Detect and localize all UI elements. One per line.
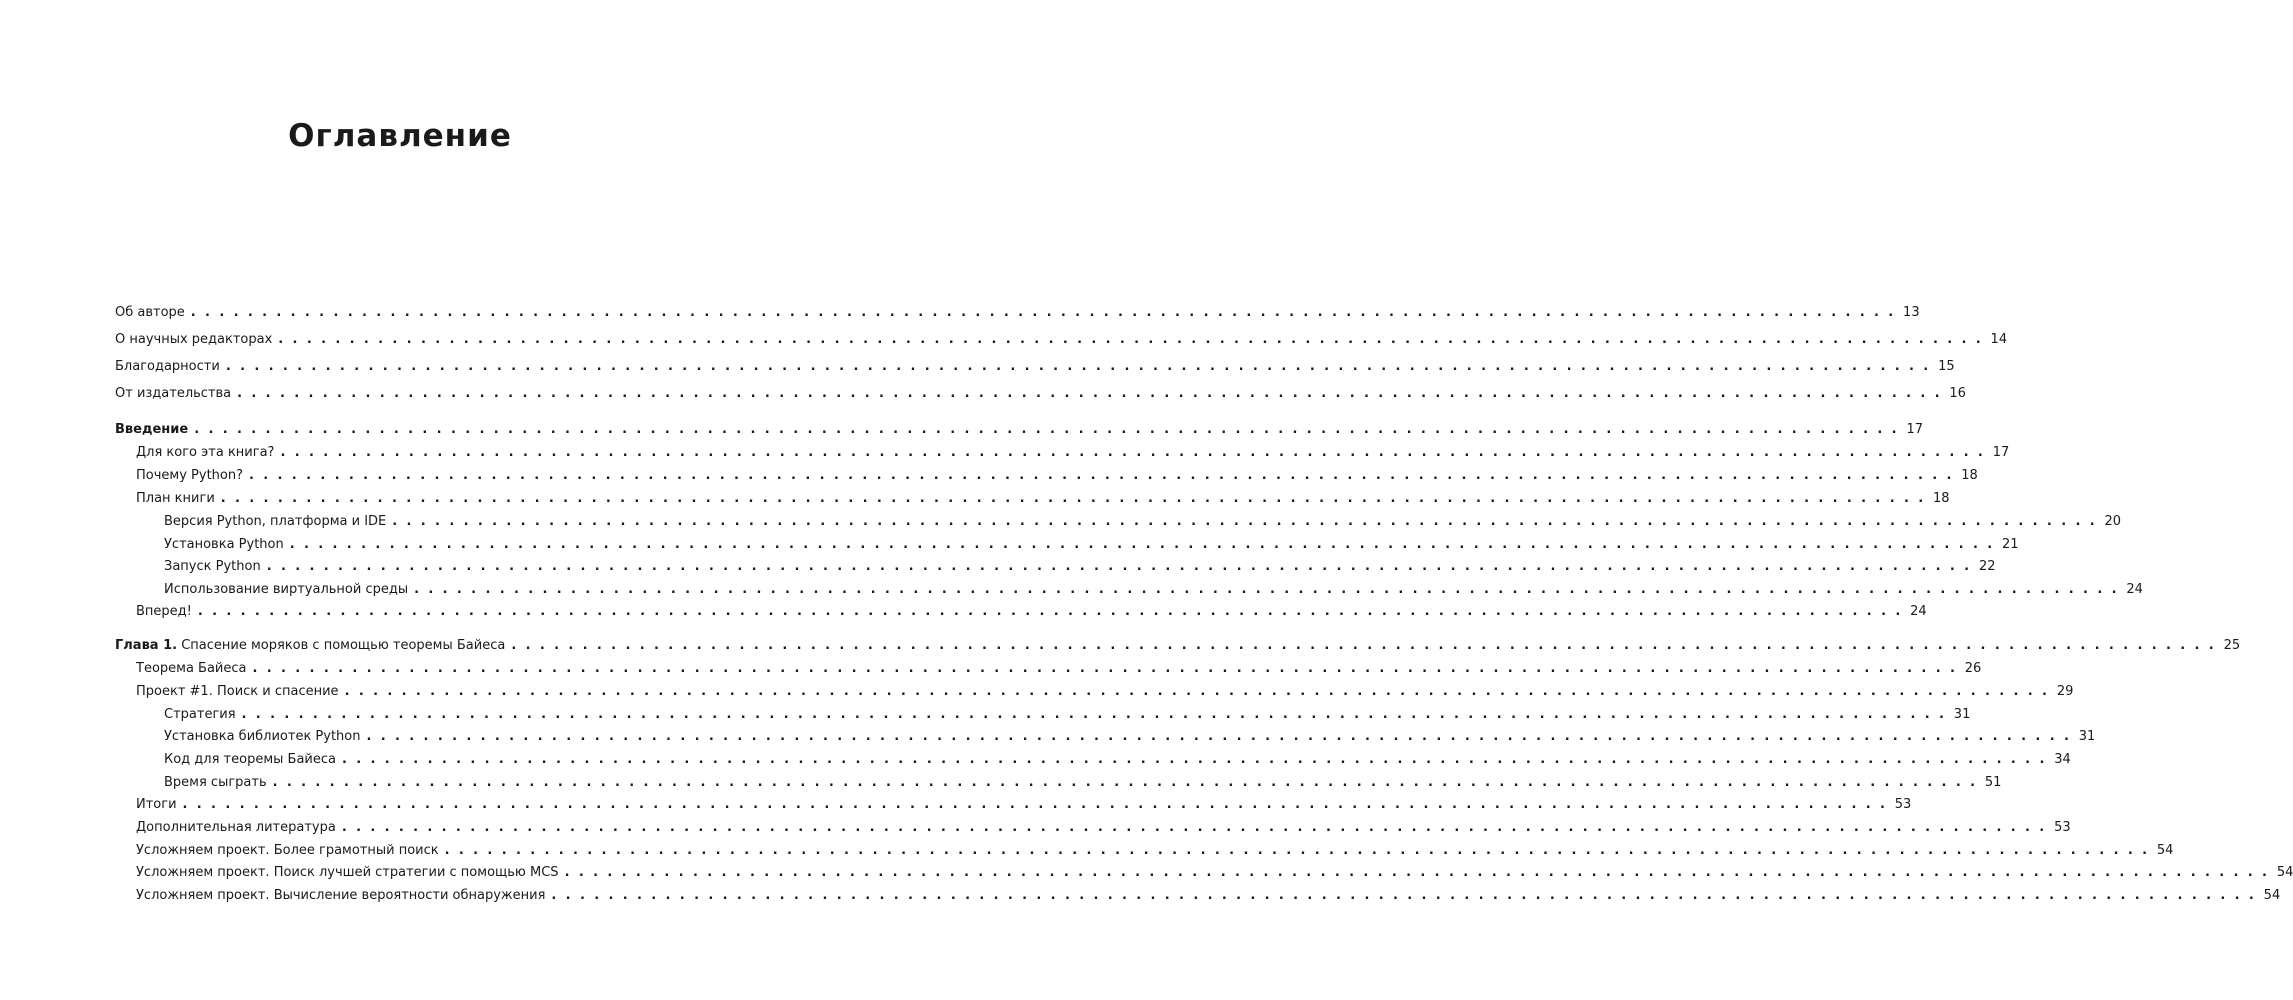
toc-entry-label: Теорема Байеса xyxy=(136,661,247,676)
toc-page-number: 20 xyxy=(2104,514,2122,529)
toc-page-number: 54 xyxy=(2276,865,2293,880)
toc-entry-title xyxy=(164,580,414,600)
toc-entry[interactable] xyxy=(164,557,1996,577)
toc-entry-label: Благодарности xyxy=(115,359,220,374)
toc-page-number: 15 xyxy=(1938,359,1955,374)
toc-entry[interactable] xyxy=(136,863,2293,883)
toc-entry-title xyxy=(115,303,191,323)
dot-leader: . . . . . . . . . . . . . . . . . . . . . . . . . . . . . . . . . . . . . . . . . . . . . . . . . . . . . . . . . . . . . . . . . . . . . . . . . . . . . . . . . . . . . . . . . . . . . . . . . . . . . . . . . . . . . . . . . . . . . . . . xyxy=(220,491,1926,506)
dot-leader: . . . . . . . . . . . . . . . . . . . . . . . . . . . . . . . . . . . . . . . . . . . . . . . . . . . . . . . . . . . . . . . . . . . . . . . . . . . . . . . . . . . . . . . . . . . . . . . . . . . . . . . . . . . . . . . . . . . . . . . . xyxy=(197,604,1903,619)
toc-entry-title xyxy=(164,512,392,532)
toc-page-number: 24 xyxy=(2126,582,2143,597)
toc-page-number: 17 xyxy=(1906,422,1923,437)
toc-entry[interactable] xyxy=(115,636,2241,656)
toc-entry-title xyxy=(136,795,183,815)
toc-page-number: 18 xyxy=(1933,491,1950,506)
toc-entry-title xyxy=(164,727,367,747)
dot-leader: . . . . . . . . . . . . . . . . . . . . . . . . . . . . . . . . . . . . . . . . . . . . . . . . . . . . . . . . . . . . . . . . . . . . . . . . . . . . . . . . . . . . . . . . . . . . . . . . . . . . . . . . . . . . . . . . . . . . . . . . xyxy=(266,559,1972,574)
toc-entry[interactable] xyxy=(136,466,1978,486)
toc-entry[interactable] xyxy=(136,682,2074,702)
toc-entry-title xyxy=(136,818,342,838)
dot-leader: . . . . . . . . . . . . . . . . . . . . . . . . . . . . . . . . . . . . . . . . . . . . . . . . . . . . . . . . . . . . . . . . . . . . . . . . . . . . . . . . . . . . . . . . . . . . . . . . . . . . . . . . . . . . . . . . . . . . . . . . xyxy=(511,638,2217,653)
toc-entry-title xyxy=(115,636,511,656)
dot-leader: . . . . . . . . . . . . . . . . . . . . . . . . . . . . . . . . . . . . . . . . . . . . . . . . . . . . . . . . . . . . . . . . . . . . . . . . . . . . . . . . . . . . . . . . . . . . . . . . . . . . . . . . . . . . . . . . . . . . . . . . xyxy=(272,775,1978,790)
toc-entry[interactable] xyxy=(164,580,2143,600)
toc-entry-title xyxy=(136,841,445,861)
toc-entry[interactable] xyxy=(136,841,2174,861)
dot-leader: . . . . . . . . . . . . . . . . . . . . . . . . . . . . . . . . . . . . . . . . . . . . . . . . . . . . . . . . . . . . . . . . . . . . . . . . . . . . . . . . . . . . . . . . . . . . . . . . . . . . . . . . . . . . . . . . . . . . . . . . xyxy=(392,514,2098,529)
toc-entry-title xyxy=(115,357,226,377)
toc-entry[interactable] xyxy=(136,818,2071,838)
toc-entry-label: Проект #1. Поиск и спасение xyxy=(136,684,339,699)
toc-entry[interactable] xyxy=(136,795,1912,815)
dot-leader: . . . . . . . . . . . . . . . . . . . . . . . . . . . . . . . . . . . . . . . . . . . . . . . . . . . . . . . . . . . . . . . . . . . . . . . . . . . . . . . . . . . . . . . . . . . . . . . . . . . . . . . . . . . . . . . . . . . . . . . . xyxy=(182,797,1888,812)
toc-entry-label: Итоги xyxy=(136,797,177,812)
dot-leader: . . . . . . . . . . . . . . . . . . . . . . . . . . . . . . . . . . . . . . . . . . . . . . . . . . . . . . . . . . . . . . . . . . . . . . . . . . . . . . . . . . . . . . . . . . . . . . . . . . . . . . . . . . . . . . . . . . . . . . . . xyxy=(564,865,2270,880)
dot-leader: . . . . . . . . . . . . . . . . . . . . . . . . . . . . . . . . . . . . . . . . . . . . . . . . . . . . . . . . . . . . . . . . . . . . . . . . . . . . . . . . . . . . . . . . . . . . . . . . . . . . . . . . . . . . . . . . . . . . . . . . xyxy=(241,707,1947,722)
toc-page-number: 34 xyxy=(2054,752,2071,767)
dot-leader: . . . . . . . . . . . . . . . . . . . . . . . . . . . . . . . . . . . . . . . . . . . . . . . . . . . . . . . . . . . . . . . . . . . . . . . . . . . . . . . . . . . . . . . . . . . . . . . . . . . . . . . . . . . . . . . . . . . . . . . . xyxy=(344,684,2050,699)
toc-entry-label: Почему Python? xyxy=(136,468,244,483)
page-title: Оглавление xyxy=(288,118,512,154)
toc-entry-bold-label: Глава 1. xyxy=(115,638,178,653)
toc-entry[interactable] xyxy=(136,602,1927,622)
toc-entry[interactable] xyxy=(136,886,2281,906)
toc-page-number: 31 xyxy=(2078,729,2096,744)
dot-leader: . . . . . . . . . . . . . . . . . . . . . . . . . . . . . . . . . . . . . . . . . . . . . . . . . . . . . . . . . . . . . . . . . . . . . . . . . . . . . . . . . . . . . . . . . . . . . . . . . . . . . . . . . . . . . . . . . . . . . . . . xyxy=(366,729,2072,744)
toc-entry[interactable] xyxy=(164,705,1971,725)
toc-entry[interactable] xyxy=(136,659,1982,679)
toc-page-number: 25 xyxy=(2223,638,2241,653)
toc-entry-label: Запуск Python xyxy=(164,559,261,574)
toc-page-number: 14 xyxy=(1990,332,2008,347)
toc-entry[interactable] xyxy=(136,489,1950,509)
toc-entry-title xyxy=(136,863,565,883)
toc-entry-title xyxy=(115,384,237,404)
toc-page-number: 24 xyxy=(1910,604,1927,619)
toc-entry-label: Установка библиотек Python xyxy=(164,729,361,744)
toc-page-number: 53 xyxy=(1894,797,1912,812)
toc-page-number: 26 xyxy=(1964,661,1982,676)
dot-leader: . . . . . . . . . . . . . . . . . . . . . . . . . . . . . . . . . . . . . . . . . . . . . . . . . . . . . . . . . . . . . . . . . . . . . . . . . . . . . . . . . . . . . . . . . . . . . . . . . . . . . . . . . . . . . . . . . . . . . . . . xyxy=(289,537,1995,552)
dot-leader: . . . . . . . . . . . . . . . . . . . . . . . . . . . . . . . . . . . . . . . . . . . . . . . . . . . . . . . . . . . . . . . . . . . . . . . . . . . . . . . . . . . . . . . . . . . . . . . . . . . . . . . . . . . . . . . . . . . . . . . . xyxy=(280,445,1986,460)
toc-entry-title xyxy=(164,750,342,770)
toc-entry-label: Об авторе xyxy=(115,305,185,320)
toc-entry[interactable] xyxy=(164,773,2002,793)
toc-entry[interactable] xyxy=(115,330,2008,350)
toc-entry-title xyxy=(136,659,253,679)
dot-leader: . . . . . . . . . . . . . . . . . . . . . . . . . . . . . . . . . . . . . . . . . . . . . . . . . . . . . . . . . . . . . . . . . . . . . . . . . . . . . . . . . . . . . . . . . . . . . . . . . . . . . . . . . . . . . . . . . . . . . . . . xyxy=(249,468,1954,483)
toc-entry-label: Дополнительная литература xyxy=(136,820,336,835)
dot-leader: . . . . . . . . . . . . . . . . . . . . . . . . . . . . . . . . . . . . . . . . . . . . . . . . . . . . . . . . . . . . . . . . . . . . . . . . . . . . . . . . . . . . . . . . . . . . . . . . . . . . . . . . . . . . . . . . . . . . . . . . xyxy=(194,422,1899,437)
toc-page-number: 21 xyxy=(2002,537,2019,552)
dot-leader: . . . . . . . . . . . . . . . . . . . . . . . . . . . . . . . . . . . . . . . . . . . . . . . . . . . . . . . . . . . . . . . . . . . . . . . . . . . . . . . . . . . . . . . . . . . . . . . . . . . . . . . . . . . . . . . . . . . . . . . . xyxy=(414,582,2119,597)
toc-entry-label: Код для теоремы Байеса xyxy=(164,752,336,767)
toc-entry[interactable] xyxy=(164,535,2019,555)
toc-entry-title xyxy=(115,420,194,440)
toc-entry-label: Усложняем проект. Более грамотный поиск xyxy=(136,843,439,858)
toc-page-number: 16 xyxy=(1949,386,1966,401)
dot-leader: . . . . . . . . . . . . . . . . . . . . . . . . . . . . . . . . . . . . . . . . . . . . . . . . . . . . . . . . . . . . . . . . . . . . . . . . . . . . . . . . . . . . . . . . . . . . . . . . . . . . . . . . . . . . . . . . . . . . . . . . xyxy=(278,332,1984,347)
toc-entry-label: Усложняем проект. Вычисление вероятности обнаружения xyxy=(136,888,546,903)
toc-page-number: 53 xyxy=(2054,820,2071,835)
dot-leader: . . . . . . . . . . . . . . . . . . . . . . . . . . . . . . . . . . . . . . . . . . . . . . . . . . . . . . . . . . . . . . . . . . . . . . . . . . . . . . . . . . . . . . . . . . . . . . . . . . . . . . . . . . . . . . . . . . . . . . . . xyxy=(341,820,2047,835)
dot-leader: . . . . . . . . . . . . . . . . . . . . . . . . . . . . . . . . . . . . . . . . . . . . . . . . . . . . . . . . . . . . . . . . . . . . . . . . . . . . . . . . . . . . . . . . . . . . . . . . . . . . . . . . . . . . . . . . . . . . . . . . xyxy=(190,305,1896,320)
dot-leader: . . . . . . . . . . . . . . . . . . . . . . . . . . . . . . . . . . . . . . . . . . . . . . . . . . . . . . . . . . . . . . . . . . . . . . . . . . . . . . . . . . . . . . . . . . . . . . . . . . . . . . . . . . . . . . . . . . . . . . . . xyxy=(252,661,1958,676)
toc-entry[interactable] xyxy=(115,384,1966,404)
toc-entry[interactable] xyxy=(115,303,1920,323)
toc-page-number: 54 xyxy=(2263,888,2281,903)
toc-page-number: 51 xyxy=(1984,775,2002,790)
toc-entry[interactable] xyxy=(164,727,2096,747)
toc-entry[interactable] xyxy=(115,357,1955,377)
toc-entry-title xyxy=(136,443,280,463)
toc-page-number: 31 xyxy=(1953,707,1971,722)
toc-entry-title xyxy=(115,330,278,350)
toc-page-number: 13 xyxy=(1903,305,1920,320)
toc-entry-bold-label: Введение xyxy=(115,422,189,437)
toc-page-number: 22 xyxy=(1978,559,1996,574)
toc-entry-title xyxy=(164,535,290,555)
toc-entry-title xyxy=(136,489,221,509)
toc-entry[interactable] xyxy=(136,443,2010,463)
dot-leader: . . . . . . . . . . . . . . . . . . . . . . . . . . . . . . . . . . . . . . . . . . . . . . . . . . . . . . . . . . . . . . . . . . . . . . . . . . . . . . . . . . . . . . . . . . . . . . . . . . . . . . . . . . . . . . . . . . . . . . . . xyxy=(551,888,2257,903)
toc-entry-label: Вперед! xyxy=(136,604,192,619)
toc-entry-label: Версия Python, платформа и IDE xyxy=(164,514,387,529)
toc-entry-title xyxy=(136,602,198,622)
toc-entry-title xyxy=(164,773,273,793)
dot-leader: . . . . . . . . . . . . . . . . . . . . . . . . . . . . . . . . . . . . . . . . . . . . . . . . . . . . . . . . . . . . . . . . . . . . . . . . . . . . . . . . . . . . . . . . . . . . . . . . . . . . . . . . . . . . . . . . . . . . . . . . xyxy=(444,843,2150,858)
toc-entry-label: О научных редакторах xyxy=(115,332,273,347)
toc-entry-title xyxy=(136,466,249,486)
toc-entry[interactable] xyxy=(164,750,2071,770)
toc-entry-label: Установка Python xyxy=(164,537,284,552)
toc-entry[interactable] xyxy=(164,512,2122,532)
dot-leader: . . . . . . . . . . . . . . . . . . . . . . . . . . . . . . . . . . . . . . . . . . . . . . . . . . . . . . . . . . . . . . . . . . . . . . . . . . . . . . . . . . . . . . . . . . . . . . . . . . . . . . . . . . . . . . . . . . . . . . . . xyxy=(237,386,1942,401)
toc-entry-label: От издательства xyxy=(115,386,232,401)
dot-leader: . . . . . . . . . . . . . . . . . . . . . . . . . . . . . . . . . . . . . . . . . . . . . . . . . . . . . . . . . . . . . . . . . . . . . . . . . . . . . . . . . . . . . . . . . . . . . . . . . . . . . . . . . . . . . . . . . . . . . . . . xyxy=(341,752,2047,767)
toc-page-number: 18 xyxy=(1961,468,1978,483)
toc-entry-label: Использование виртуальной среды xyxy=(164,582,409,597)
toc-entry-title xyxy=(136,682,345,702)
toc-entry[interactable] xyxy=(115,420,1923,440)
toc-page-number: 29 xyxy=(2056,684,2074,699)
toc-entry-label: Время сыграть xyxy=(164,775,267,790)
toc-entry-title xyxy=(164,557,267,577)
toc-entry-title xyxy=(136,886,551,906)
toc-entry-label: Стратегия xyxy=(164,707,236,722)
toc-entry-label: Спасение моряков с помощью теоремы Байеса xyxy=(177,638,506,653)
toc-entry-label: Для кого эта книга? xyxy=(136,445,275,460)
toc-page-number: 17 xyxy=(1992,445,2010,460)
toc-entry-title xyxy=(164,705,242,725)
toc-entry-label: Усложняем проект. Поиск лучшей стратегии с помощью MCS xyxy=(136,865,559,880)
toc-entry-label: План книги xyxy=(136,491,215,506)
dot-leader: . . . . . . . . . . . . . . . . . . . . . . . . . . . . . . . . . . . . . . . . . . . . . . . . . . . . . . . . . . . . . . . . . . . . . . . . . . . . . . . . . . . . . . . . . . . . . . . . . . . . . . . . . . . . . . . . . . . . . . . . xyxy=(225,359,1931,374)
toc-page-number: 54 xyxy=(2156,843,2174,858)
